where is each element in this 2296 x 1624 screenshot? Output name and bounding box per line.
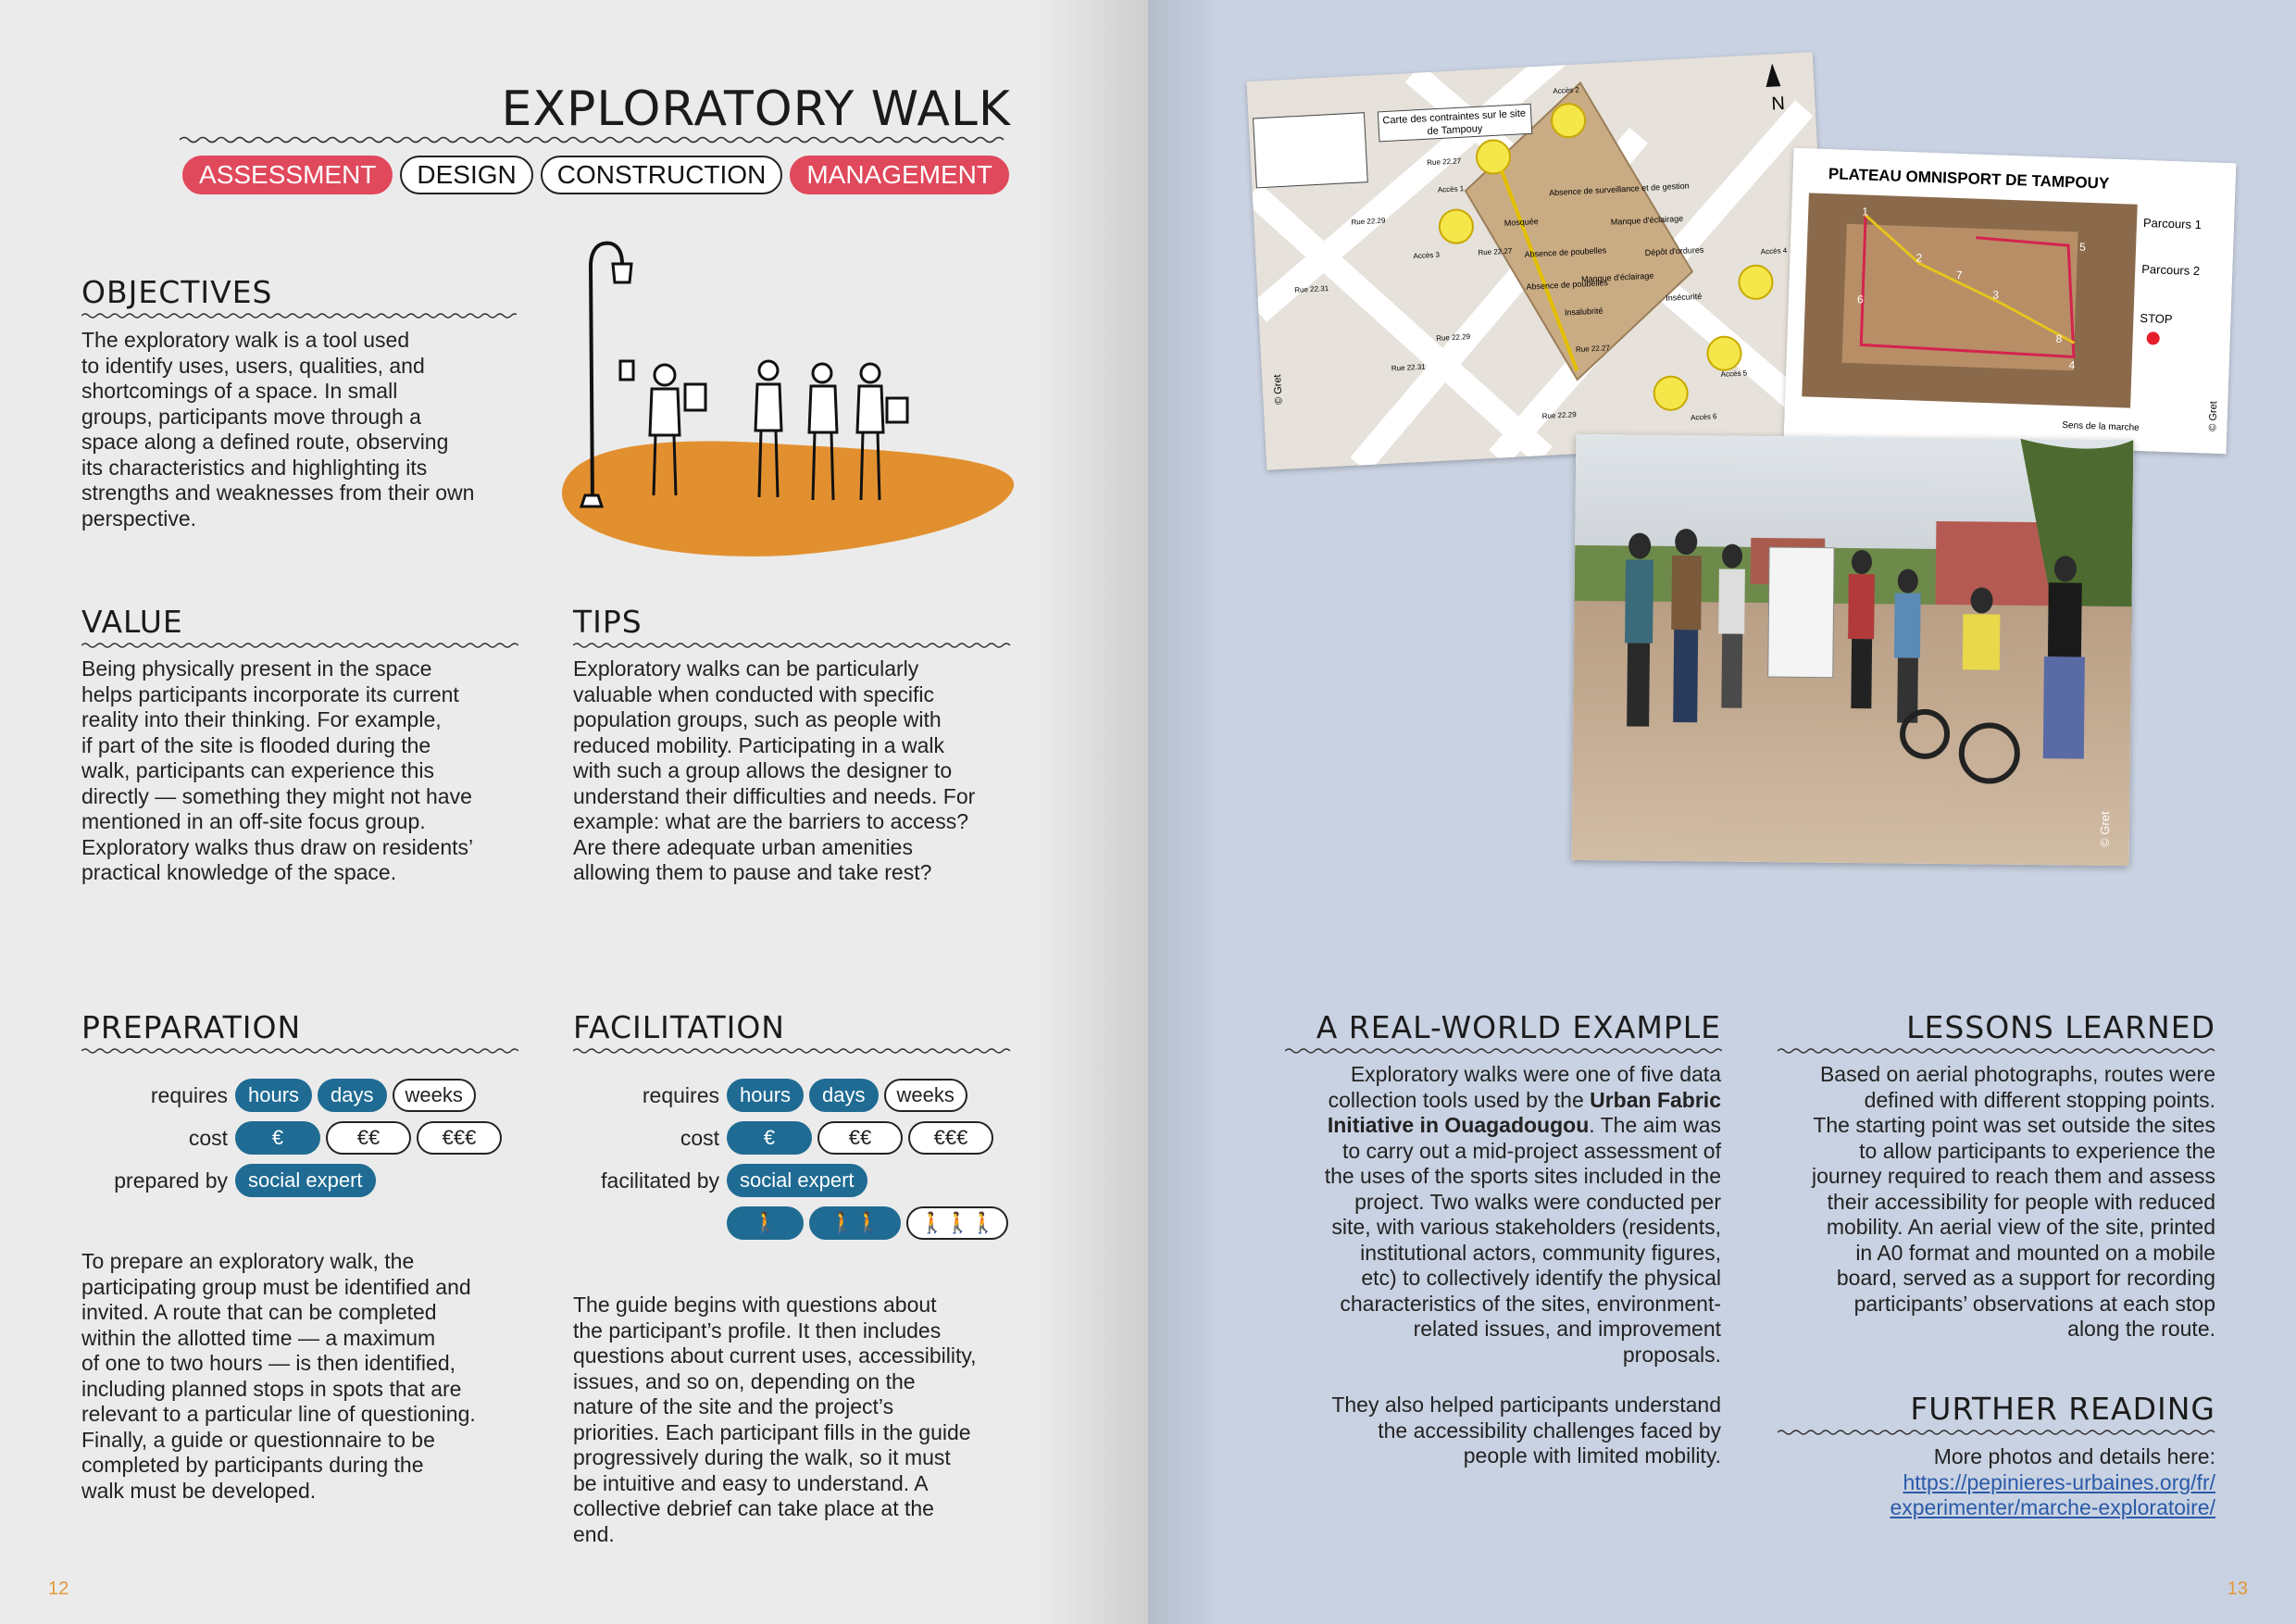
objectives-underline — [81, 312, 517, 319]
facilitation-attributes — [573, 1074, 1014, 1244]
svg-text:Absence de poubelles: Absence de poubelles — [1526, 278, 1609, 292]
svg-text:Rue 22.29: Rue 22.29 — [1435, 332, 1471, 343]
example-underline — [1285, 1047, 1722, 1055]
svg-text:Rue 22.31: Rue 22.31 — [1294, 283, 1329, 294]
route-map-illustration — [1784, 148, 2237, 454]
page-number-left: 12 — [48, 1579, 69, 1599]
title-underline — [180, 135, 1011, 144]
map1-credit: © Gret — [1272, 374, 1285, 406]
further-underline — [1778, 1429, 2216, 1436]
value-text: Being physically present in the space helps participants incorporate its current reality into their thinking. For example, if part of the site is flooded during the walk, participants can experience this directly — something they might not have mentioned in an off-site focus group. Exploratory walks thus draw on residents’ practical knowledge of the space. — [81, 656, 474, 884]
svg-text:Accès 6: Accès 6 — [1690, 412, 1717, 422]
facilitation-underline — [573, 1047, 1012, 1055]
legend-stop: STOP — [2140, 310, 2173, 327]
svg-text:4: 4 — [2068, 358, 2076, 372]
pill-days: days — [318, 1079, 386, 1112]
svg-text:1: 1 — [1862, 205, 1869, 219]
pill-hours: hours — [235, 1079, 312, 1112]
map-illustration — [1246, 52, 1832, 469]
phase-management: MANAGEMENT — [790, 156, 1009, 194]
objectives-text: The exploratory walk is a tool used to identify uses, users, qualities, and shortcomings of a space. In small groups, participants move through a space along a defined route, observing its characteristics and highlighting its strengths and weaknesses from their own perspective. — [81, 328, 475, 531]
pill-hours: hours — [727, 1079, 804, 1112]
phase-tags — [182, 156, 1009, 194]
cost-label: cost — [680, 1125, 719, 1150]
svg-text:Insalubrité: Insalubrité — [1564, 306, 1603, 318]
initiative-name-part2: Initiative in Ouagadougou — [1327, 1113, 1590, 1137]
svg-text:Manque d'éclairage: Manque d'éclairage — [1580, 270, 1654, 284]
further-reading-link[interactable]: https://pepinieres-urbaines.org/fr/ — [1903, 1469, 2215, 1494]
requires-label: requires — [642, 1082, 719, 1107]
svg-text:2: 2 — [1915, 251, 1923, 265]
pill-cost-1: € — [727, 1121, 812, 1155]
further-reading-text: More photos and details here: https://pepinieres-urbaines.org/fr/ experimenter/marche-exploratoire/ — [1890, 1444, 2215, 1519]
phase-assessment: ASSESSMENT — [182, 156, 393, 194]
map2-credit: © Gret — [2207, 400, 2220, 431]
requires-label: requires — [150, 1082, 228, 1107]
objectives-heading: OBJECTIVES — [81, 274, 273, 310]
svg-text:Rue 22.29: Rue 22.29 — [1541, 410, 1577, 421]
svg-text:Rue 22.31: Rue 22.31 — [1391, 362, 1426, 373]
tips-text: Exploratory walks can be particularly valuable when conducted with specific population groups, such as people with reduced mobility. Participating in a walk with such a group allows the designer to understand their difficulties and needs. For example: what are the barriers to access? Are there adequate urban amenities allowing them to pause and take rest? — [573, 656, 976, 884]
walk-illustration — [555, 236, 1018, 560]
facilitation-text: The guide begins with questions about the participant’s profile. It then includes questions about current uses, accessibility, issues, and so on, depending on the nature of the site and the project’s priorities. Each participant fills in the guide progressively during the walk, so it must be intuitive and easy to understand. A collective debrief can take place at the end. — [573, 1293, 977, 1546]
svg-text:Rue 22.27: Rue 22.27 — [1427, 156, 1462, 168]
page-title: EXPLORATORY WALK — [501, 81, 1011, 137]
svg-text:Accès 1: Accès 1 — [1437, 184, 1465, 194]
pill-cost-1: € — [235, 1121, 320, 1155]
svg-text:Absence de surveillance et de: Absence de surveillance et de gestion — [1548, 181, 1690, 198]
further-reading-link-cont[interactable]: experimenter/marche-exploratoire/ — [1890, 1495, 2215, 1519]
value-heading: VALUE — [81, 604, 183, 640]
constraints-map — [1246, 52, 1832, 469]
tips-heading: TIPS — [573, 604, 643, 640]
prepared-by-label: prepared by — [114, 1168, 228, 1193]
svg-text:Accès 4: Accès 4 — [1760, 246, 1788, 256]
example-heading: A REAL-WORLD EXAMPLE — [1316, 1009, 1721, 1045]
svg-text:5: 5 — [2078, 240, 2087, 254]
page-number-right: 13 — [2227, 1579, 2248, 1599]
svg-text:3: 3 — [1991, 288, 2000, 302]
initiative-name-part1: Urban Fabric — [1590, 1087, 1721, 1112]
svg-text:Rue 22.27: Rue 22.27 — [1575, 344, 1611, 355]
svg-text:Rue 22.27: Rue 22.27 — [1478, 246, 1513, 257]
pill-days: days — [809, 1079, 878, 1112]
pill-social-expert: social expert — [727, 1164, 867, 1197]
svg-text:6: 6 — [1856, 293, 1864, 306]
lessons-heading: LESSONS LEARNED — [1906, 1009, 2215, 1045]
svg-text:Manque d'éclairage: Manque d'éclairage — [1610, 213, 1684, 227]
preparation-attributes — [81, 1074, 507, 1202]
svg-text:Dépôt d'ordures: Dépôt d'ordures — [1644, 244, 1704, 258]
group-size-1-icon: 🚶 — [727, 1206, 804, 1240]
svg-text:7: 7 — [1955, 268, 1963, 282]
phase-construction: CONSTRUCTION — [541, 156, 783, 194]
field-photo — [1572, 434, 2134, 866]
lessons-text: Based on aerial photographs, routes were defined with different stopping points. The starting point was set outside the sites to allow participants to experience the journey required to reach them and assess their accessibility for people with reduced mobility. An aerial view of the site, printed in A0 format and mounted on a mobile board, served as a support for recording participants’ observations at each stop along the route. — [1812, 1062, 2215, 1341]
preparation-heading: PREPARATION — [81, 1009, 302, 1045]
north-indicator: N — [1770, 93, 1786, 115]
pill-weeks: weeks — [393, 1079, 476, 1112]
right-page — [1148, 0, 2296, 1624]
facilitated-by-label: facilitated by — [601, 1168, 719, 1193]
phase-design: DESIGN — [400, 156, 532, 194]
photo-credit: © Gret — [2097, 811, 2113, 847]
group-size-3-icon: 🚶🚶🚶 — [906, 1206, 1008, 1240]
svg-text:Absence de poubelles: Absence de poubelles — [1524, 245, 1607, 259]
tips-underline — [573, 642, 1012, 649]
facilitation-heading: FACILITATION — [573, 1009, 785, 1045]
value-underline — [81, 642, 518, 649]
svg-text:8: 8 — [2055, 331, 2063, 345]
cost-label: cost — [188, 1125, 228, 1150]
example-text: Exploratory walks were one of five data collection tools used by the Urban Fabric Initiative in Ouagadougou. The aim was to carry out a mid-project assessment of the uses of the sports sites included in the project. Two walks were conducted per site, with various stakeholders (residents, institutional actors, community figures, etc) to collectively identify the physical characteristics of the sites, environment- related issues, and improvement proposals. They also helped participants understand the accessibility challenges faced by people with limited mobility. — [1324, 1062, 1721, 1468]
preparation-text: To prepare an exploratory walk, the participating group must be identified and invited. A route that can be completed within the allotted time — a maximum of one to two hours — is then identified, including planned stops in spots that are relevant to a particular line of questioning. Finally, a guide or questionnaire to be completed by participants during the walk must be developed. — [81, 1249, 476, 1503]
svg-text:Accès 5: Accès 5 — [1720, 369, 1748, 379]
orange-blob — [562, 441, 1014, 556]
svg-text:Insécurité: Insécurité — [1666, 291, 1703, 303]
svg-text:Accès 3: Accès 3 — [1413, 250, 1441, 261]
route-map — [1784, 148, 2237, 454]
map2-footer: Sens de la marche — [2062, 420, 2140, 433]
svg-text:Rue 22.29: Rue 22.29 — [1351, 216, 1386, 227]
legend-parcours-1: Parcours 1 — [2142, 215, 2202, 232]
map2-title: PLATEAU OMNISPORT DE TAMPOUY — [1828, 165, 2110, 193]
legend-parcours-2: Parcours 2 — [2141, 261, 2201, 279]
pill-social-expert: social expert — [235, 1164, 376, 1197]
pill-cost-2: €€ — [817, 1121, 903, 1155]
pill-cost-3: €€€ — [908, 1121, 993, 1155]
lessons-underline — [1778, 1047, 2216, 1055]
svg-text:Mosquée: Mosquée — [1504, 217, 1540, 228]
svg-text:Accès 2: Accès 2 — [1553, 85, 1580, 95]
further-reading-heading: FURTHER READING — [1910, 1391, 2215, 1427]
pill-cost-2: €€ — [326, 1121, 411, 1155]
map1-title: Carte des contraintes sur le sitede Tampouy — [1382, 107, 1527, 138]
pill-cost-3: €€€ — [417, 1121, 502, 1155]
field-photo-illustration — [1572, 434, 2134, 866]
pill-weeks: weeks — [884, 1079, 967, 1112]
group-size-2-icon: 🚶🚶 — [809, 1206, 901, 1240]
preparation-underline — [81, 1047, 518, 1055]
